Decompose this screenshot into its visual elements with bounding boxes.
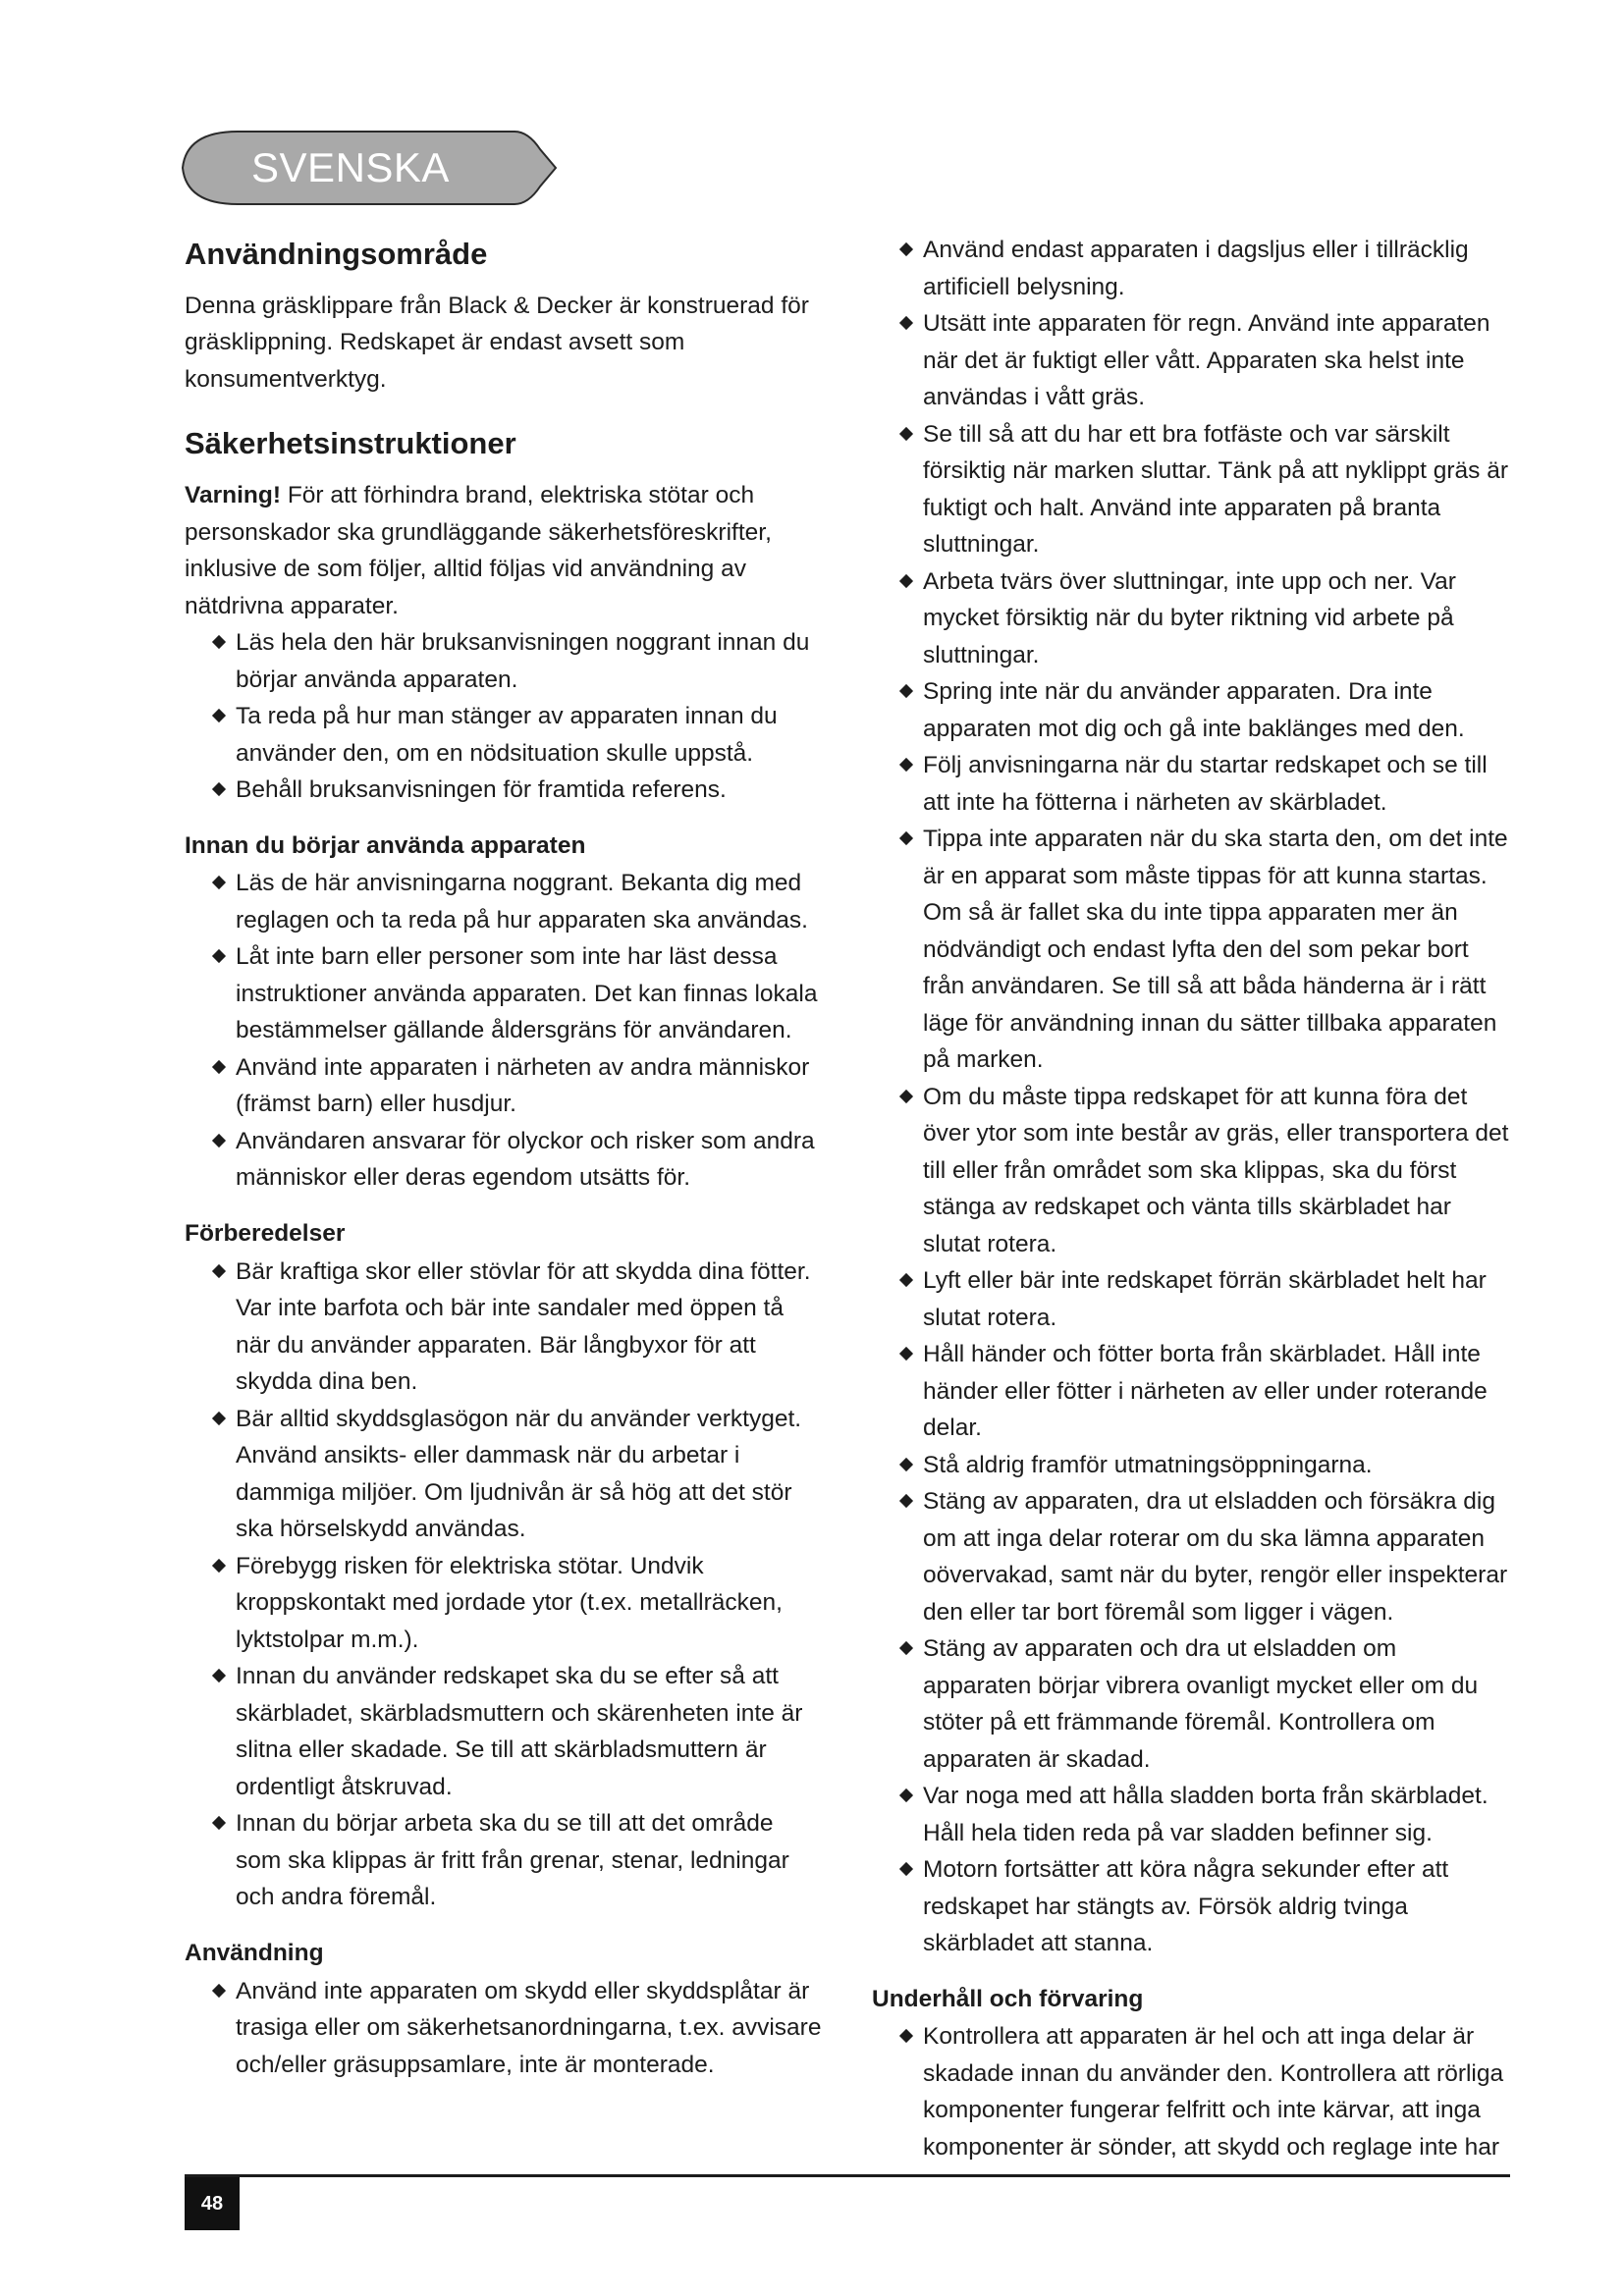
language-tab [179, 128, 562, 208]
list-item: Lyft eller bär inte redskapet förrän skärbladet helt har slutat rotera. [872, 1262, 1510, 1336]
safety-bullet-list [185, 624, 823, 809]
diamond-bullet-icon [899, 1457, 913, 1470]
list-item: Låt inte barn eller personer som inte har läst dessa instruktioner använda apparaten. Det kan finnas lokala bestämmelser gällande åldersgräns för användaren. [185, 938, 823, 1049]
list-item: Arbeta tvärs över sluttningar, inte upp och ner. Var mycket försiktig när du byter riktning vid arbete på sluttningar. [872, 563, 1510, 674]
warning-label: Varning! [185, 482, 282, 508]
maintenance-title: Underhåll och förvaring [872, 1985, 1144, 2012]
right-column [872, 232, 1510, 2165]
diamond-bullet-icon [212, 709, 226, 722]
diamond-bullet-icon [212, 1412, 226, 1425]
use-bullet-list-right [872, 232, 1510, 1962]
language-label: SVENSKA [251, 144, 450, 190]
list-item: Förebygg risken för elektriska stötar. Undvik kroppskontakt med jordade ytor (t.ex. metallräcken, lyktstolpar m.m.). [185, 1548, 823, 1659]
safety-warning [185, 477, 823, 624]
list-item: Användaren ansvarar för olyckor och risker som andra människor eller deras egendom utsätts för. [185, 1123, 823, 1197]
list-item: Bär kraftiga skor eller stövlar för att skydda dina fötter. Var inte barfota och bär inte sandaler med öppen tå när du använder apparaten. Bär långbyxor för att skydda dina ben. [185, 1254, 823, 1401]
list-item: Bär alltid skyddsglasögon när du använder verktyget. Använd ansikts- eller dammask när du arbetar i dammiga miljöer. Om ljudnivån är så hög att det stör ska hörselskydd användas. [185, 1401, 823, 1548]
usage-title: Användningsområde [185, 237, 488, 271]
diamond-bullet-icon [212, 876, 226, 889]
list-item: Stå aldrig framför utmatningsöppningarna. [872, 1447, 1510, 1484]
list-item: Ta reda på hur man stänger av apparaten innan du använder den, om en nödsituation skulle uppstå. [185, 698, 823, 772]
list-item: Stäng av apparaten och dra ut elsladden om apparaten börjar vibrera ovanligt mycket eller om du stöter på ett främmande föremål. Kontrollera om apparaten är skadad. [872, 1630, 1510, 1778]
use-bullet-list-left [185, 1973, 823, 2084]
list-item: Var noga med att hålla sladden borta från skärbladet. Håll hela tiden reda på var sladden befinner sig. [872, 1778, 1510, 1851]
list-item: Använd inte apparaten i närheten av andra människor (främst barn) eller husdjur. [185, 1049, 823, 1123]
list-item: Om du måste tippa redskapet för att kunna föra det över ytor som inte består av gräs, eller transportera det till eller från området som ska klippas, ska du först stänga av redskapet och vänta tills skärbladet har slutat rotera. [872, 1079, 1510, 1263]
diamond-bullet-icon [212, 635, 226, 649]
diamond-bullet-icon [212, 1559, 226, 1573]
diamond-bullet-icon [212, 1264, 226, 1278]
diamond-bullet-icon [212, 1816, 226, 1830]
diamond-bullet-icon [899, 684, 913, 698]
use-title: Användning [185, 1939, 324, 1966]
list-item: Motorn fortsätter att köra några sekunder efter att redskapet har stängts av. Försök aldrig tvinga skärbladet att stanna. [872, 1851, 1510, 1962]
list-item: Stäng av apparaten, dra ut elsladden och försäkra dig om att inga delar roterar om du ska lämna apparaten oövervakad, samt när du byter, rengör eller inspekterar den eller tar bort föremål som ligger i vägen. [872, 1483, 1510, 1630]
maintenance-bullet-list [872, 2018, 1510, 2165]
preparations-bullet-list [185, 1254, 823, 1916]
diamond-bullet-icon [899, 316, 913, 330]
list-item: Spring inte när du använder apparaten. Dra inte apparaten mot dig och gå inte baklänges med den. [872, 673, 1510, 747]
diamond-bullet-icon [899, 426, 913, 440]
list-item: Innan du använder redskapet ska du se efter så att skärbladet, skärbladsmuttern och skärenheten inte är slitna eller skadade. Se till att skärbladsmuttern är ordentligt åtskruvad. [185, 1658, 823, 1805]
list-item: Läs de här anvisningarna noggrant. Bekanta dig med reglagen och ta reda på hur apparaten ska användas. [185, 865, 823, 938]
list-item: Kontrollera att apparaten är hel och att inga delar är skadade innan du använder den. Kontrollera att rörliga komponenter fungerar felfritt och inte kärvar, att inga komponenter är sönder, att skydd och reglage inte har [872, 2018, 1510, 2165]
list-item: Utsätt inte apparaten för regn. Använd inte apparaten när det är fuktigt eller vått. Apparaten ska helst inte användas i vått gräs. [872, 305, 1510, 416]
list-item: Tippa inte apparaten när du ska starta den, om det inte är en apparat som måste tippas för att kunna startas. Om så är fallet ska du inte tippa apparaten mer än nödvändigt och endast lyfta den del som pekar bort från användaren. Se till så att båda händerna är i rätt läge för användning innan du sätter tillbaka apparaten på marken. [872, 821, 1510, 1079]
diamond-bullet-icon [212, 1060, 226, 1074]
before-use-title: Innan du börjar använda apparaten [185, 831, 586, 859]
diamond-bullet-icon [899, 1273, 913, 1287]
list-item: Se till så att du har ett bra fotfäste och var särskilt försiktig när marken sluttar. Tänk på att nyklippt gräs är fuktigt och halt. Använd inte apparaten på branta sluttningar. [872, 416, 1510, 563]
usage-text: Denna gräsklippare från Black & Decker är konstruerad för gräsklippning. Redskapet är endast avsett som konsumentverktyg. [185, 292, 809, 393]
list-item: Behåll bruksanvisningen för framtida referens. [185, 772, 823, 809]
diamond-bullet-icon [212, 949, 226, 963]
diamond-bullet-icon [212, 782, 226, 796]
list-item: Använd inte apparaten om skydd eller skyddsplåtar är trasiga eller om säkerhetsanordningarna, t.ex. avvisare och/eller gräsuppsamlare, inte är monterade. [185, 1973, 823, 2084]
diamond-bullet-icon [212, 1983, 226, 1997]
left-column [185, 236, 823, 2083]
before-use-bullet-list [185, 865, 823, 1197]
diamond-bullet-icon [899, 1347, 913, 1361]
diamond-bullet-icon [899, 758, 913, 772]
safety-title: Säkerhetsinstruktioner [185, 426, 516, 461]
list-item: Håll händer och fötter borta från skärbladet. Håll inte händer eller fötter i närheten av eller under roterande delar. [872, 1336, 1510, 1447]
list-item: Innan du börjar arbeta ska du se till att det område som ska klippas är fritt från grenar, stenar, ledningar och andra föremål. [185, 1805, 823, 1916]
diamond-bullet-icon [899, 831, 913, 845]
diamond-bullet-icon [899, 242, 913, 256]
list-item: Följ anvisningarna när du startar redskapet och se till att inte ha fötterna i närheten av skärbladet. [872, 747, 1510, 821]
diamond-bullet-icon [899, 1494, 913, 1508]
list-item: Använd endast apparaten i dagsljus eller i tillräcklig artificiell belysning. [872, 232, 1510, 305]
diamond-bullet-icon [899, 1862, 913, 1876]
diamond-bullet-icon [899, 573, 913, 587]
diamond-bullet-icon [212, 1669, 226, 1682]
diamond-bullet-icon [899, 1089, 913, 1102]
diamond-bullet-icon [212, 1134, 226, 1148]
list-item: Läs hela den här bruksanvisningen noggrant innan du börjar använda apparaten. [185, 624, 823, 698]
preparations-title: Förberedelser [185, 1219, 346, 1247]
diamond-bullet-icon [899, 1789, 913, 1802]
diamond-bullet-icon [899, 1641, 913, 1655]
footer-rule [185, 2174, 1510, 2177]
warning-text: För att förhindra brand, elektriska stötar och personskador ska grundläggande säkerhetsföreskrifter, inklusive de som följer, alltid följas vid användning av nätdrivna apparater. [185, 482, 772, 619]
page-number: 48 [185, 2177, 240, 2230]
diamond-bullet-icon [899, 2029, 913, 2043]
